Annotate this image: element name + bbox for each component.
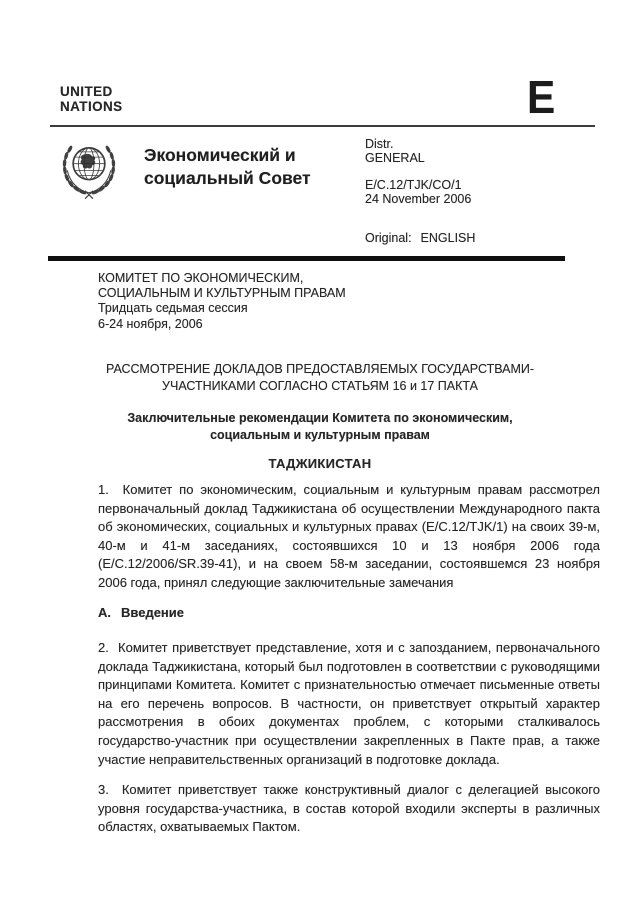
council-name-line2: социальный Совет <box>144 168 311 188</box>
council-name <box>144 144 384 190</box>
doc-date: 24 November 2006 <box>365 192 472 206</box>
original-language <box>365 231 475 245</box>
distr-label: Distr. <box>365 137 394 151</box>
original-label: Original: <box>365 231 412 245</box>
header-rule <box>50 125 595 127</box>
spacer <box>365 206 475 231</box>
org-name-line2: NATIONS <box>60 99 123 114</box>
document-series-letter: E <box>527 71 556 123</box>
subtitle-line2: социальным и культурным правам <box>210 427 430 442</box>
original-value: ENGLISH <box>420 231 476 245</box>
council-name-line1: Экономический и <box>144 145 296 165</box>
report-title-line2: УЧАСТНИКАМИ СОГЛАСНО СТАТЬЯМ 16 и 17 ПАКТА <box>162 379 478 393</box>
paragraph-3: 3. Комитет приветствует также конструктивный диалог с делегацией высокого уровня государства-участника, в состав которой входили эксперты в различных областях, охватываемых Пактом. <box>98 782 600 835</box>
separator-bar <box>48 256 565 261</box>
committee-session-block <box>98 271 346 332</box>
section-a-heading <box>98 605 184 620</box>
report-title-line1: РАССМОТРЕНИЕ ДОКЛАДОВ ПРЕДОСТАВЛЯЕМЫХ ГОСУДАРСТВАМИ- <box>105 362 535 376</box>
country-heading: ТАДЖИКИСТАН <box>268 456 372 471</box>
section-a-title: Введение <box>121 605 184 620</box>
spacer <box>365 165 475 178</box>
session-number: Тридцать седьмая сессия <box>98 301 248 316</box>
committee-name-line1: КОМИТЕТ ПО ЭКОНОМИЧЕСКИМ, <box>98 271 304 285</box>
subtitle-line1: Заключительные рекомендации Комитета по экономическим, <box>127 411 513 425</box>
report-title <box>70 361 570 395</box>
doc-symbol: E/C.12/TJK/CO/1 <box>365 178 462 192</box>
session-dates: 6-24 ноября, 2006 <box>98 316 203 331</box>
paragraph-1: 1. Комитет по экономическим, социальным и культурным правам рассмотрел первоначальный доклад Таджикистана об осуществлении Международного пакта об экономических, социальных и культурных правах (E/C.12/TJK/1) на своих 39-м, 40-м и 41-м заседаниях, состоявшихся 10 и 13 ноября 2006 года (E/C.12/2006/SR.39-41), и на своем 58-м заседании, состоявшемся 23 ноября 2006 года, принял следующие заключительные замечания <box>98 482 600 590</box>
org-name <box>60 84 123 114</box>
committee-name-line2: СОЦИАЛЬНЫМ И КУЛЬТУРНЫМ ПРАВАМ <box>98 286 346 301</box>
org-name-line1: UNITED <box>60 84 113 99</box>
paragraph-2: 2. Комитет приветствует представление, хотя и с запозданием, первоначального доклада Таджикистана, который был подготовлен в соответствии с руководящими принципами Комитета. Комитет с признательностью отмечает письменные ответы на его перечень вопросов. В частности, он приветствует открытый характер рассмотрения в обоих документах проблем, с которыми сталкивалось государство-участник при осуществлении закрепленных в Пакте прав, а также участие неправительственных организаций в подготовке доклада. <box>98 640 600 767</box>
distribution-block <box>365 137 475 245</box>
distr-value: GENERAL <box>365 151 425 165</box>
section-a-label: A. <box>98 605 111 620</box>
un-emblem-icon <box>56 136 122 206</box>
document-subtitle <box>70 410 570 443</box>
